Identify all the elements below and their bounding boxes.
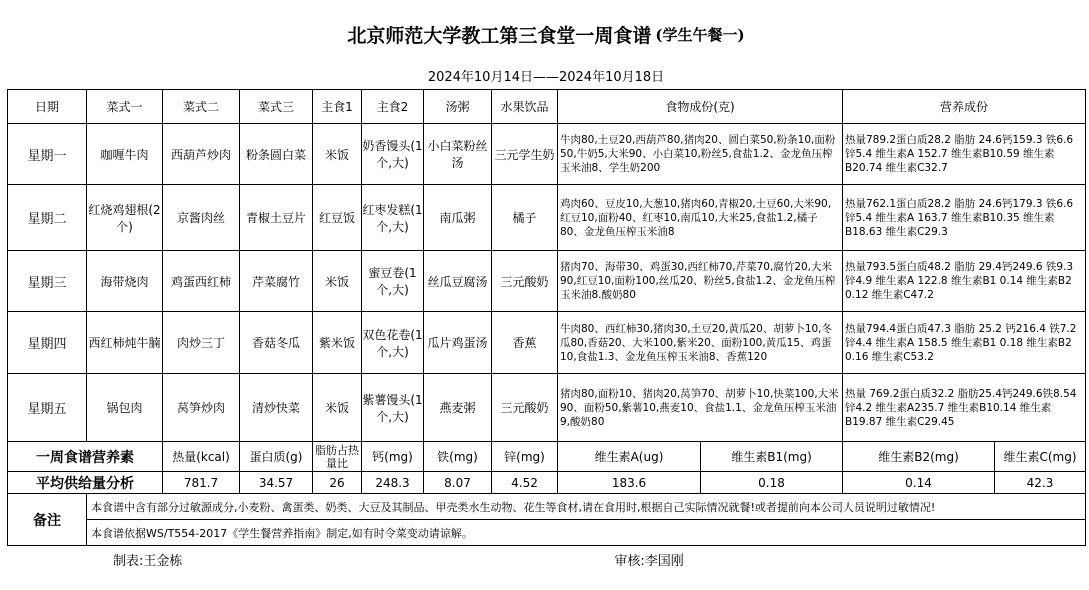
summary-value: 26 [313,472,362,494]
summary-header-row [8,442,1086,472]
staple-cell: 红豆饭 [313,185,362,251]
staple-cell: 红枣发糕(1个,大) [362,185,424,251]
menu-table [7,89,1086,546]
day-label: 星期五 [8,374,87,442]
average-label: 平均供给量分析 [8,472,163,494]
header-cell: 汤粥 [424,90,492,124]
summary-value: 248.3 [362,472,424,494]
soup-cell: 瓜片鸡蛋汤 [424,312,492,374]
soup-cell: 南瓜粥 [424,185,492,251]
day-label: 星期二 [8,185,87,251]
date-range: 2024年10月14日——2024年10月18日 [427,70,665,85]
summary-value: 183.6 [558,472,701,494]
fruit-cell: 橘子 [492,185,558,251]
composition-cell: 牛肉80,土豆20,西葫芦80,猪肉20、圆白菜50,粉条10,面粉50,牛奶5,大米90、小白菜10,粉丝5,食盐1.2、金龙鱼压榨玉米油8、学生奶200 [558,124,843,185]
day-row [8,312,1086,374]
summary-col-header: 锌(mg) [492,442,558,472]
staple-cell: 双色花卷(1个,大) [362,312,424,374]
dish-cell: 清炒快菜 [240,374,313,442]
summary-value: 34.57 [240,472,313,494]
staple-cell: 蜜豆卷(1个,大) [362,251,424,312]
reviewer-label: 审核:李国刚 [614,553,684,569]
dish-cell: 鸡蛋西红柿 [163,251,240,312]
summary-col-header: 钙(mg) [362,442,424,472]
summary-col-header: 热量(kcal) [163,442,240,472]
dish-cell: 香菇冬瓜 [240,312,313,374]
dish-cell: 肉炒三丁 [163,312,240,374]
summary-value: 0.18 [701,472,843,494]
title-text: 北京师范大学教工第三食堂一周食谱 [347,25,652,47]
page-title [7,7,1085,62]
summary-col-header: 维生素C(mg) [995,442,1086,472]
notes-label: 备注 [8,494,87,546]
staple-cell: 米饭 [313,251,362,312]
staple-cell: 米饭 [313,124,362,185]
footer [7,546,1085,572]
fruit-cell: 三元学生奶 [492,124,558,185]
header-cell: 主食1 [313,90,362,124]
staple-cell: 米饭 [313,374,362,442]
soup-cell: 丝瓜豆腐汤 [424,251,492,312]
summary-value: 42.3 [995,472,1086,494]
header-cell: 水果饮品 [492,90,558,124]
composition-cell: 鸡肉60、豆皮10,大葱10,猪肉60,青椒20,土豆60,大米90,红豆10,面粉40、红枣10,南瓜10,大米25,食盐1.2,橘子80、金龙鱼压榨玉米油8 [558,185,843,251]
staple-cell: 紫薯馒头(1个,大) [362,374,424,442]
day-row [8,251,1086,312]
summary-value: 781.7 [163,472,240,494]
composition-cell: 牛肉80、西红柿30,猪肉30,土豆20,黄瓜20、胡萝卜10,冬瓜80,香菇20、大米100,紫米20、面粉100,黄瓜15、鸡蛋10,食盐1.3、金龙鱼压榨玉米油8、香蕉120 [558,312,843,374]
summary-value: 0.14 [843,472,995,494]
allergen-note: 本食谱中含有部分过敏源成分,小麦粉、禽蛋类、奶类、大豆及其制品、甲壳类水生动物、花生等食材,请在食用时,根据自己实际情况就餐!或者提前向本公司人员说明过敏情况! [87,494,1086,520]
menu-sheet [7,7,1085,572]
dish-cell: 红烧鸡翅根(2个) [87,185,163,251]
nutrition-cell: 热量793.5蛋白质48.2 脂肪 29.4钙249.6 铁9.3 锌4.9 维生素A 122.8 维生素B1 0.14 维生素B2 0.12 维生素C47.2 [843,251,1086,312]
fruit-cell: 三元酸奶 [492,374,558,442]
summary-values-row [8,472,1086,494]
summary-label: 一周食谱营养素 [8,442,163,472]
day-row [8,124,1086,185]
composition-cell: 猪肉70、海带30、鸡蛋30,西红柿70,芹菜70,腐竹20,大米90,红豆10,面粉100,丝瓜20、粉丝5,食盐1.2、金龙鱼压榨玉米油8.酸奶80 [558,251,843,312]
summary-col-header: 脂肪占热量比 [313,442,362,472]
soup-cell: 燕麦粥 [424,374,492,442]
header-cell: 主食2 [362,90,424,124]
dish-cell: 粉条圆白菜 [240,124,313,185]
dish-cell: 西葫芦炒肉 [163,124,240,185]
dish-cell: 咖喱牛肉 [87,124,163,185]
header-cell: 营养成份 [843,90,1086,124]
header-cell: 日期 [8,90,87,124]
fruit-cell: 香蕉 [492,312,558,374]
header-cell: 菜式二 [163,90,240,124]
dish-cell: 锅包肉 [87,374,163,442]
summary-col-header: 维生素A(ug) [558,442,701,472]
summary-value: 4.52 [492,472,558,494]
day-label: 星期一 [8,124,87,185]
subtitle-text: (学生午餐一) [655,26,745,44]
header-cell: 菜式三 [240,90,313,124]
summary-col-header: 铁(mg) [424,442,492,472]
guideline-note: 本食谱依据WS/T554-2017《学生餐营养指南》制定,如有时令菜变动请谅解。 [87,520,1086,546]
summary-col-header: 维生素B2(mg) [843,442,995,472]
dish-cell: 青椒土豆片 [240,185,313,251]
day-label: 星期三 [8,251,87,312]
summary-value: 8.07 [424,472,492,494]
header-cell: 食物成份(克) [558,90,843,124]
nutrition-cell: 热量789.2蛋白质28.2 脂肪 24.6钙159.3 铁6.6锌5.4 维生素A 152.7 维生素B10.59 维生素B20.74 维生素C32.7 [843,124,1086,185]
day-row [8,374,1086,442]
composition-cell: 猪肉80,面粉10、猪肉20,莴笋70、胡萝卜10,快菜100,大米90、面粉50,紫薯10,燕麦10、食盐1.1、金龙鱼压榨玉米油9,酸奶80 [558,374,843,442]
dish-cell: 海带烧肉 [87,251,163,312]
fruit-cell: 三元酸奶 [492,251,558,312]
dish-cell: 西红柿炖牛腩 [87,312,163,374]
dish-cell: 京酱肉丝 [163,185,240,251]
notes-row [8,494,1086,520]
dish-cell: 芹菜腐竹 [240,251,313,312]
summary-col-header: 维生素B1(mg) [701,442,843,472]
notes-row [8,520,1086,546]
summary-col-header: 蛋白质(g) [240,442,313,472]
nutrition-cell: 热量794.4蛋白质47.3 脂肪 25.2 钙216.4 铁7.2 锌4.4 维生素A 158.5 维生素B1 0.18 维生素B2 0.16 维生素C53.2 [843,312,1086,374]
header-row [8,90,1086,124]
dish-cell: 莴笋炒肉 [163,374,240,442]
day-row [8,185,1086,251]
nutrition-cell: 热量762.1蛋白质28.2 脂肪 24.6钙179.3 铁6.6锌5.4 维生素A 163.7 维生素B10.35 维生素B18.63 维生素C29.3 [843,185,1086,251]
maker-label: 制表:王金栋 [113,553,183,569]
staple-cell: 奶香馒头(1个,大) [362,124,424,185]
staple-cell: 紫米饭 [313,312,362,374]
header-cell: 菜式一 [87,90,163,124]
nutrition-cell: 热量 769.2蛋白质32.2 脂肪25.4钙249.6铁8.54锌4.2 维生素A235.7 维生素B10.14 维生素B19.87 维生素C29.45 [843,374,1086,442]
day-label: 星期四 [8,312,87,374]
soup-cell: 小白菜粉丝汤 [424,124,492,185]
